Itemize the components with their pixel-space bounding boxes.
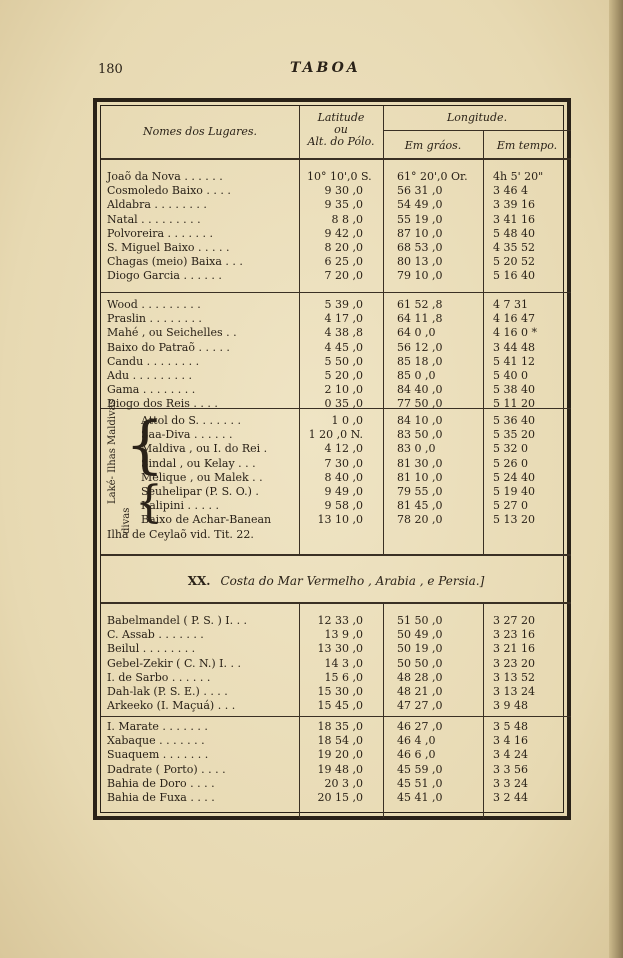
cell-time: 3 27 20 <box>493 614 535 627</box>
table-row <box>101 777 571 791</box>
cell-name: Diogo Garcia . . . . . . <box>107 269 222 283</box>
cell-deg: 48 28 ,0 <box>397 670 443 684</box>
cell-lat: 9 35 ,0 <box>324 198 363 212</box>
cell-lat: 2 10 ,0 <box>324 383 363 397</box>
table-row <box>101 255 571 269</box>
table-row <box>101 397 571 411</box>
cell-deg: 54 49 ,0 <box>397 198 443 212</box>
cell-name: S. Miguel Baixo . . . . . <box>107 241 230 254</box>
brace-mark: { <box>135 477 163 528</box>
header-sub-rule <box>383 130 571 131</box>
cell-name: Praslin . . . . . . . . <box>107 312 202 326</box>
cell-name: Bahia de Doro . . . . <box>107 776 215 790</box>
cell-lat: 7 20 ,0 <box>324 269 363 283</box>
table-row <box>101 326 571 340</box>
cell-time: 3 3 24 <box>493 776 528 790</box>
table-frame <box>93 98 571 820</box>
cell-lat: 8 20 ,0 <box>324 241 363 254</box>
cell-name: Kalipini . . . . . <box>141 499 219 513</box>
cell-name: I. de Sarbo . . . . . . <box>107 670 211 684</box>
cell-name: Saa-Diva . . . . . . <box>141 428 233 442</box>
cell-lat: 9 42 ,0 <box>324 226 363 240</box>
cell-deg: 85 0 ,0 <box>397 369 436 382</box>
cell-name: Baixo de Achar-Banean <box>141 513 272 527</box>
cell-name: Baixo do Patraõ . . . . . <box>107 340 230 354</box>
cell-name: Dadrate ( Porto) . . . . <box>107 762 226 776</box>
cell-lat: 20 3 ,0 <box>324 776 363 790</box>
table-row <box>101 442 571 456</box>
cell-time: 3 3 56 <box>493 762 528 776</box>
cell-deg: 87 10 ,0 <box>397 226 443 240</box>
cell-name: Diogo dos Reis . . . . <box>107 397 218 411</box>
table-row <box>101 499 571 513</box>
cell-time: 5 20 52 <box>493 255 535 269</box>
side-label-part: Ilhas Maldivas <box>107 399 118 473</box>
table-row <box>101 227 571 241</box>
table-row <box>101 642 571 656</box>
cell-time: 5 41 12 <box>493 354 535 368</box>
cell-deg: 81 30 ,0 <box>397 456 443 470</box>
cell-time: 3 4 24 <box>493 748 528 762</box>
table-row <box>101 213 571 227</box>
cell-deg: 79 55 ,0 <box>397 485 443 498</box>
table-row <box>101 671 571 685</box>
page-number: 180 <box>98 62 123 77</box>
cell-time: 5 13 20 <box>493 513 535 527</box>
cell-lat: 13 9 ,0 <box>324 628 363 642</box>
cell-lat: 4 12 ,0 <box>324 442 363 456</box>
table-row <box>101 748 571 762</box>
cell-lat: 9 49 ,0 <box>324 485 363 498</box>
cell-lat: 7 30 ,0 <box>324 456 363 470</box>
table-row <box>101 763 571 777</box>
cell-name: Polvoreira . . . . . . . <box>107 226 213 240</box>
cell-name: Beilul . . . . . . . . <box>107 642 196 656</box>
cell-time: 4h 5' 20" <box>493 170 544 183</box>
header-time: Em tempo. <box>496 139 558 152</box>
cell-lat: 13 10 ,0 <box>317 513 363 527</box>
table-row <box>101 528 571 542</box>
cell-name: Suaquem . . . . . . . <box>107 748 209 762</box>
cell-deg: 50 50 ,0 <box>397 656 443 670</box>
cell-time: 5 19 40 <box>493 485 535 498</box>
cell-name: Bahia de Fuxa . . . . <box>107 791 215 804</box>
table-row <box>101 414 571 428</box>
table-row <box>101 614 571 628</box>
cell-lat: 4 38 ,8 <box>324 326 363 340</box>
cell-time: 5 38 40 <box>493 383 535 397</box>
cell-name: Melique , ou Malek . . <box>141 470 263 484</box>
cell-name: Mahé , ou Seichelles . . <box>107 326 237 340</box>
header-latitude-line1: Latitude <box>317 111 365 124</box>
cell-deg: 81 10 ,0 <box>397 470 443 484</box>
section-rule <box>101 602 571 604</box>
table-row <box>101 734 571 748</box>
cell-lat: 5 20 ,0 <box>324 369 363 382</box>
table-row <box>101 369 571 383</box>
cell-name: Babelmandel ( P. S. ) I. . . <box>107 614 248 627</box>
cell-time: 5 36 40 <box>493 414 535 427</box>
cell-name: I. Marate . . . . . . . <box>107 720 208 733</box>
table-row <box>101 720 571 734</box>
table-row <box>101 383 571 397</box>
cell-deg: 45 59 ,0 <box>397 762 443 776</box>
cell-time: 5 11 20 <box>493 397 535 411</box>
cell-time: 5 16 40 <box>493 269 535 283</box>
table-row <box>101 628 571 642</box>
cell-deg: 46 27 ,0 <box>397 720 443 733</box>
section-title: Costa do Mar Vermelho , Arabia , e Persia.] <box>220 574 485 588</box>
table-row <box>101 241 571 255</box>
cell-deg: 45 51 ,0 <box>397 776 443 790</box>
cell-deg: 45 41 ,0 <box>397 791 443 804</box>
table-row <box>101 428 571 442</box>
cell-lat: 0 35 ,0 <box>324 397 363 411</box>
table-row <box>101 685 571 699</box>
table-row <box>101 457 571 471</box>
cell-time: 4 7 31 <box>493 298 528 311</box>
cell-time: 3 5 48 <box>493 720 528 733</box>
cell-lat: 4 17 ,0 <box>324 312 363 326</box>
group-separator <box>101 716 571 717</box>
table-row <box>101 657 571 671</box>
cell-deg: 77 50 ,0 <box>397 397 443 411</box>
group-separator <box>101 292 571 293</box>
cell-lat: 10° 10',0 S. <box>307 170 372 183</box>
cell-name: Gama . . . . . . . . <box>107 383 196 397</box>
cell-lat: 19 48 ,0 <box>317 762 363 776</box>
cell-name: Wood . . . . . . . . . <box>107 298 201 311</box>
cell-time: 3 13 52 <box>493 670 535 684</box>
cell-lat: 15 30 ,0 <box>317 685 363 698</box>
table-row <box>101 485 571 499</box>
cell-lat: 15 45 ,0 <box>317 699 363 713</box>
cell-time: 4 16 47 <box>493 312 535 326</box>
table-row <box>101 513 571 527</box>
cell-lat: 1 20 ,0 N. <box>308 428 363 442</box>
cell-time: 5 48 40 <box>493 226 535 240</box>
table-row <box>101 298 571 312</box>
table-row <box>101 791 571 805</box>
cell-name: Ilha de Ceylaõ vid. Tit. 22. <box>107 527 254 541</box>
cell-time: 4 35 52 <box>493 241 535 254</box>
cell-time: 3 9 48 <box>493 699 528 713</box>
cell-time: 3 39 16 <box>493 198 535 212</box>
header-longitude: Longitude. <box>446 111 508 124</box>
cell-time: 5 26 0 <box>493 456 528 470</box>
cell-time: 3 23 16 <box>493 628 535 642</box>
cell-deg: 84 40 ,0 <box>397 383 443 397</box>
cell-time: 3 46 4 <box>493 184 528 198</box>
cell-name: Sindal , ou Kelay . . . <box>141 456 256 470</box>
cell-deg: 81 45 ,0 <box>397 499 443 513</box>
cell-deg: 50 49 ,0 <box>397 628 443 642</box>
cell-name: Adu . . . . . . . . . <box>107 369 193 382</box>
cell-deg: 55 19 ,0 <box>397 212 443 226</box>
table-row <box>101 170 571 184</box>
cell-deg: 61° 20',0 Or. <box>397 170 468 183</box>
cell-time: 3 2 44 <box>493 791 528 804</box>
table-row <box>101 198 571 212</box>
cell-deg: 48 21 ,0 <box>397 685 443 698</box>
cell-lat: 6 25 ,0 <box>324 255 363 269</box>
cell-lat: 4 45 ,0 <box>324 340 363 354</box>
cell-lat: 5 50 ,0 <box>324 354 363 368</box>
cell-name: Dah-lak (P. S. E.) . . . . <box>107 685 228 698</box>
table-row <box>101 471 571 485</box>
cell-deg: 78 20 ,0 <box>397 513 443 527</box>
cell-name: Attol do S. . . . . . . <box>141 414 241 427</box>
cell-time: 3 41 16 <box>493 212 535 226</box>
cell-deg: 51 50 ,0 <box>397 614 443 627</box>
table-row <box>101 184 571 198</box>
cell-deg: 83 0 ,0 <box>397 442 436 456</box>
cell-deg: 80 13 ,0 <box>397 255 443 269</box>
cell-lat: 1 0 ,0 <box>331 414 363 427</box>
cell-time: 3 13 24 <box>493 685 535 698</box>
cell-deg: 50 19 ,0 <box>397 642 443 656</box>
cell-name: Aldabra . . . . . . . . <box>107 198 207 212</box>
cell-lat: 5 39 ,0 <box>324 298 363 311</box>
section-rule <box>101 554 571 556</box>
cell-deg: 64 11 ,8 <box>397 312 443 326</box>
cell-lat: 8 40 ,0 <box>324 470 363 484</box>
cell-name: C. Assab . . . . . . . <box>107 628 204 642</box>
cell-name: Chagas (meio) Baixa . . . <box>107 255 243 269</box>
header-rule <box>101 158 571 160</box>
cell-lat: 18 54 ,0 <box>317 734 363 748</box>
cell-deg: 68 53 ,0 <box>397 241 443 254</box>
cell-deg: 85 18 ,0 <box>397 354 443 368</box>
cell-time: 5 35 20 <box>493 428 535 442</box>
header-latitude-line2: ou <box>334 123 348 136</box>
cell-deg: 83 50 ,0 <box>397 428 443 442</box>
cell-name: Maldiva , ou I. do Rei . <box>141 442 268 456</box>
header-degrees: Em gráos. <box>404 139 462 152</box>
cell-time: 4 16 0 * <box>493 326 537 340</box>
cell-time: 5 32 0 <box>493 442 528 456</box>
cell-deg: 61 52 ,8 <box>397 298 443 311</box>
cell-lat: 12 33 ,0 <box>317 614 363 627</box>
section-heading <box>101 574 571 588</box>
cell-deg: 46 6 ,0 <box>397 748 436 762</box>
cell-deg: 46 4 ,0 <box>397 734 436 748</box>
cell-deg: 56 12 ,0 <box>397 340 443 354</box>
cell-name: Xabaque . . . . . . . <box>107 734 205 748</box>
cell-deg: 84 10 ,0 <box>397 414 443 427</box>
cell-time: 5 24 40 <box>493 470 535 484</box>
header-names: Nomes dos Lugares. <box>142 125 258 138</box>
table-row <box>101 355 571 369</box>
cell-lat: 18 35 ,0 <box>317 720 363 733</box>
cell-time: 3 23 20 <box>493 656 535 670</box>
cell-name: Gebel-Zekir ( C. N.) I. . . <box>107 656 242 670</box>
cell-deg: 79 10 ,0 <box>397 269 443 283</box>
cell-name: Joaõ da Nova . . . . . . <box>107 170 223 183</box>
cell-lat: 20 15 ,0 <box>317 791 363 804</box>
cell-deg: 56 31 ,0 <box>397 184 443 198</box>
header-latitude <box>299 112 383 148</box>
running-head: TABOA <box>290 60 361 76</box>
cell-name: Candu . . . . . . . . <box>107 354 200 368</box>
cell-lat: 15 6 ,0 <box>324 670 363 684</box>
cell-time: 3 44 48 <box>493 340 535 354</box>
cell-lat: 19 20 ,0 <box>317 748 363 762</box>
cell-time: 3 21 16 <box>493 642 535 656</box>
table-row <box>101 269 571 283</box>
brace-mark: { <box>125 408 165 481</box>
section-number: XX. <box>187 574 211 588</box>
cell-name: Natal . . . . . . . . . <box>107 212 201 226</box>
cell-name: Cosmoledo Baixo . . . . <box>107 184 231 198</box>
page-spine-shadow <box>609 0 623 958</box>
cell-deg: 64 0 ,0 <box>397 326 436 340</box>
cell-lat: 14 3 ,0 <box>324 656 363 670</box>
cell-lat: 9 58 ,0 <box>324 499 363 513</box>
table-inner-border <box>100 105 564 813</box>
table-row <box>101 312 571 326</box>
cell-time: 5 40 0 <box>493 369 528 382</box>
table-row <box>101 699 571 713</box>
header-latitude-line3: Alt. do Pólo. <box>307 135 375 148</box>
side-label-divas: divas <box>121 507 132 534</box>
table-row <box>101 341 571 355</box>
cell-deg: 47 27 ,0 <box>397 699 443 713</box>
cell-name: Arkeeko (I. Maçuá) . . . <box>107 699 236 713</box>
side-label-part: Laké- <box>107 476 118 504</box>
cell-lat: 8 8 ,0 <box>331 212 363 226</box>
cell-lat: 13 30 ,0 <box>317 642 363 656</box>
cell-time: 3 4 16 <box>493 734 528 748</box>
cell-name: Seuhelipar (P. S. O.) . <box>141 485 259 498</box>
cell-lat: 9 30 ,0 <box>324 184 363 198</box>
cell-time: 5 27 0 <box>493 499 528 513</box>
